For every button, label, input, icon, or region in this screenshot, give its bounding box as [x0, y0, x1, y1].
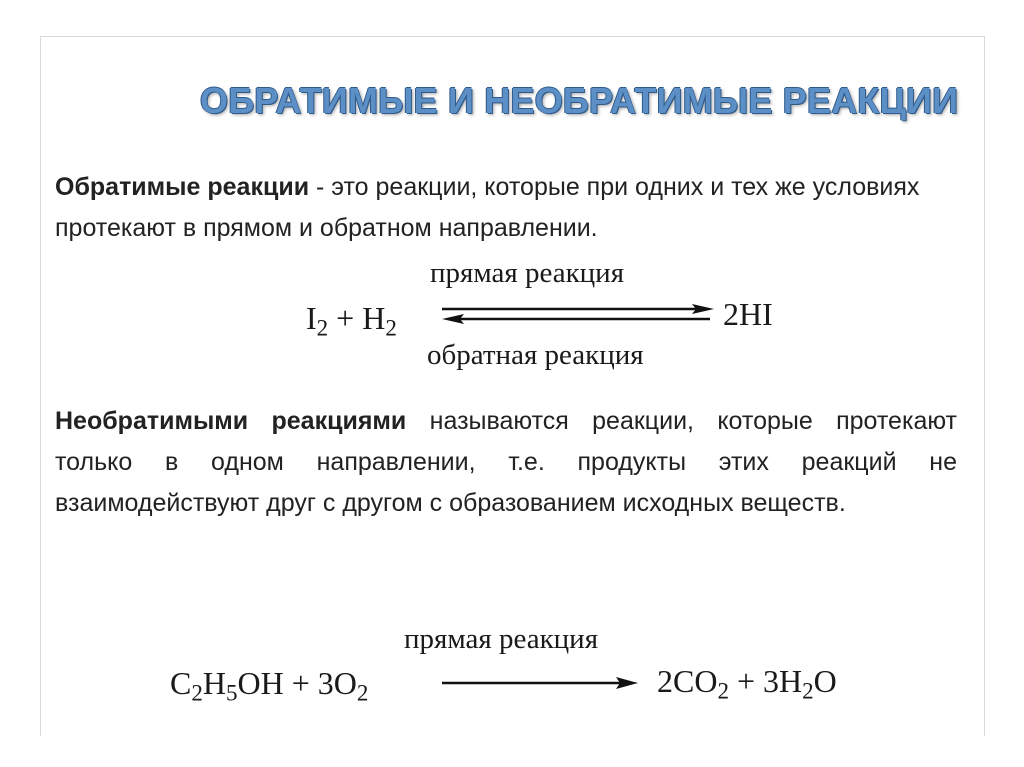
irreversible-definition	[55, 401, 957, 524]
slide-title: ОБРАТИМЫЕ И НЕОБРАТИМЫЕ РЕАКЦИИ	[200, 80, 959, 121]
irreversible-text: называются реакции, которые протекают только в одном направлении, т.е. продукты этих реакций не взаимодействуют друг с другом с образованием исходных веществ.	[55, 407, 958, 517]
reversible-term: Обратимые реакции	[55, 173, 310, 201]
eq1-reverse-label: обратная реакция	[427, 339, 644, 371]
eq2-reactants: $C_2H_5OH + 3O_2$	[170, 665, 369, 706]
frame-line-right	[984, 36, 985, 736]
eq2-products: $2CO_2 + 3H_2O$	[657, 663, 837, 704]
frame-line-left	[40, 36, 41, 736]
frame-line-top	[40, 36, 984, 37]
eq1-product: 2HI	[723, 296, 773, 332]
eq1-reactants: $I_2 + H_2$	[306, 300, 397, 341]
forward-arrow	[440, 676, 650, 690]
eq2-forward-label: прямая реакция	[404, 623, 599, 655]
reversible-text: - это реакции, которые при одних и тех же условиях протекают в прямом и обратном направлении.	[55, 173, 920, 242]
eq1-forward-label: прямая реакция	[430, 257, 625, 289]
equilibrium-arrows	[438, 304, 718, 324]
irreversible-term: Необратимыми реакциями	[55, 407, 407, 435]
reversible-definition	[55, 167, 965, 249]
